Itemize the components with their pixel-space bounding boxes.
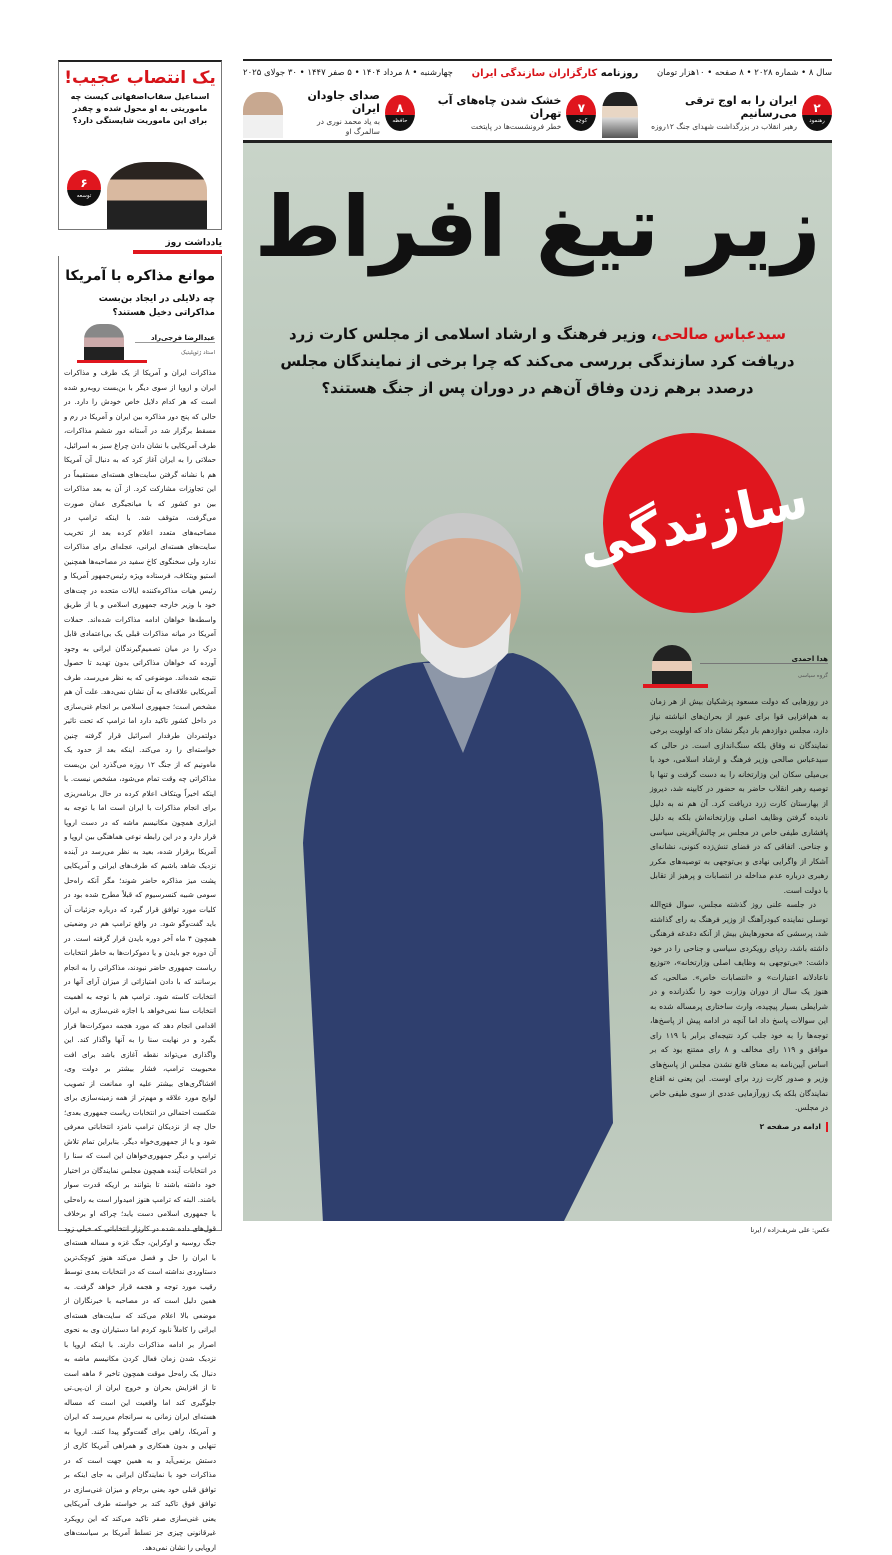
- editorial-subtitle: چه دلایلی در ایجاد بن‌بست مذاکراتی دخیل هستند؟: [98, 294, 215, 318]
- page-badge: ۸ حافظه: [385, 95, 415, 131]
- author-name: عبدالرضا فرجی‌راد: [151, 334, 215, 342]
- author-name: هدا احمدی: [791, 655, 828, 663]
- left-teaser-subtitle: اسماعیل سقاب‌اصفهانی کیست چه ماموریتی به او محول شده و چقدر برای این ماموریت شایستگی دارد؟: [70, 92, 210, 125]
- newspaper-brand: روزنامه کارگزاران سازندگی ایران: [471, 67, 639, 79]
- main-deck: سیدعباس صالحی، وزیر فرهنگ و ارشاد اسلامی از مجلس کارت زرد دریافت کرد سازندگی بررسی می‌کند که چرا برخی از نمایندگان مجلس درصدد برهم زدن وفاق آن‌هم در دوران پس از جنگ هستند؟: [280, 325, 795, 397]
- teaser-title: ایران را به اوج ترقی می‌رسانیم: [685, 94, 797, 120]
- teaser-title: صدای جاودان ایران: [307, 89, 380, 115]
- author-role: گروه سیاسی: [797, 673, 828, 679]
- author-role: استاد ژئوپلیتیک: [181, 350, 215, 356]
- portrait-photo: [107, 162, 207, 230]
- paragraph: در جلسه علنی روز گذشته مجلس، سوال فتح‌الله توسلی نماینده کبودرآهنگ از وزیر فرهنگ به رای گذاشته شد، پرسشی که محورهایش بیش از آنکه دغدغه فرهنگی داشته باشد، ردپای رویکردی سیاسی و جناحی را در خود داشت: «بی‌توجهی به وظایف اصلی وزارتخانه»، «توزیع ناعادلانه اعتبارات» و «انتصابات خاص». صالحی، که هنوز یک سال از دوران وزارت خود را نگذرانده و در شرایطی بسیار پیچیده، وارث ساختاری پرمساله شده به این سوالات پاسخ داد اما آنچه در ادامه پیش از پاسخ‌ها، توجه‌ها را به خود جلب کرد نتیجه‌ای برابر با ۱۱۹ رای موافق و ۱۱۹ رای مخالف و ۸ رای ممتنع بود که بر اساس آیین‌نامه به معنای قانع نشدن مجلس از پاسخ‌های وزیر و صدور کارت زرد برای اوست. این یعنی نه اقناع نمایندگان بلکه یک زورآزمایی عددی از سوی طیفی خاص در مجلس.: [650, 900, 828, 1112]
- author-photo: [652, 645, 692, 685]
- author-photo: [84, 324, 124, 362]
- left-teaser-title: یک انتصاب عجیب!: [64, 68, 216, 88]
- paragraph: در روزهایی که دولت مسعود پزشکیان بیش از هر زمان به هم‌افزایی قوا برای عبور از بحران‌های انباشته نیاز دارد، مجلس دوازدهم بار دیگر نشان داد که اولویت برخی نمایندگان نه وفاق بلکه سنگ‌اندازی است. در حالی که سیدعباس صالحی وزیر فرهنگ و ارشاد اسلامی، خود با بی‌میلی سکان این وزارتخانه را به دست گرفت و تنها با توصیه رهبر انقلاب حاضر به حضور در کابینه شد، دیروز از بهارستان کارت زرد دریافت کرد. آن هم نه به دلیل نادیده گرفتن وظایف اصلی وزارتخانه‌اش بلکه به دلیل پافشاری طیفی خاص در مجلس بر چالش‌آفرینی سیاسی و جناحی. اتفاقی که در فضای تنش‌زده کنونی، نشانه‌ای آشکار از واگرایی نهادی و بی‌توجهی به توصیه‌های مکرر رهبری درباره عدم مداخله در انتصابات و پرهیز از تقابل با دولت است.: [650, 697, 828, 895]
- divider: [77, 360, 147, 363]
- page-badge: ۷ کوچه: [566, 95, 596, 131]
- teaser-page-2[interactable]: [644, 94, 832, 132]
- divider: [643, 684, 708, 688]
- editorial-title: موانع مذاکره با آمریکا: [65, 268, 215, 284]
- issue-info: سال ۸ • شماره ۲۰۲۸ • ۸ صفحه • ۱۰هزار تومان: [656, 68, 832, 78]
- teaser-subtitle: خطر فرونشست‌ها در پایتخت: [471, 122, 562, 131]
- masthead: [243, 59, 832, 85]
- continued-link[interactable]: ادامه در صفحه ۲: [650, 1120, 828, 1135]
- page-badge: ۲ رهنمود: [802, 95, 832, 131]
- main-article-body: [650, 695, 828, 1134]
- sazandegi-logo: سازندگی: [586, 416, 799, 629]
- teaser-photo: [243, 92, 283, 138]
- issue-date: چهارشنبه • ۸ مرداد ۱۴۰۴ • ۵ صفر ۱۴۴۷ • ۳۰ جولای ۲۰۲۵: [243, 68, 453, 78]
- left-teaser-box[interactable]: [58, 60, 222, 230]
- teaser-strip: [243, 88, 832, 138]
- teaser-subtitle: به یاد محمد نوری در سالمرگ او: [317, 117, 380, 136]
- photo-caption: عکس: علی شریف‌زاده / ایرنا: [750, 1226, 830, 1234]
- column-heading: یادداشت روز: [165, 238, 222, 248]
- teaser-photo: [602, 92, 638, 138]
- teaser-title: خشک شدن چاه‌های آب تهران: [437, 94, 562, 120]
- page-badge: ۶ توسعه: [67, 170, 101, 206]
- teaser-page-7[interactable]: [421, 94, 596, 132]
- main-headline: زیر تیغ افراط: [254, 178, 821, 276]
- editorial-body: مذاکرات ایران و آمریکا از یک طرف و مذاکرات ایران و اروپا از سوی دیگر با بن‌بست روبه‌رو شده است که هر کدام دلایل خاص خودش را دارد. در حالی که پنج دور مذاکره بین ایران و آمریکا در رم و مسقط برگزار شد در آستانه دور ششم مذاکرات، طرف آمریکایی با نشان دادن چراغ سبز به اسرائیل، حملاتی را به ایران آغاز کرد که به دنبال آن آمریکا هم با نشانه گرفتن سایت‌های هسته‌ای مستقیماً در این تجاوزات مشارکت کرد. از آن به بعد مذاکرات بین دو کشور که با میانجیگری عمان صورت می‌گرفت، متوقف شد. با اینکه ترامپ در مصاحبه‌های متعدد اعلام کرده بعد از تخریب سایت‌های هسته‌ای ایرانی، عجله‌ای برای مذاکرات ندارد ولی سخنگوی کاخ سفید در مصاحبه‌ها همچنین استیو ویتکاف، فرستاده ویژه رئیس‌جمهور آمریکا و رئیس هیات مذاکره‌کننده ایالات متحده در چت‌های خود با وزیر خارجه جمهوری اسلامی و یا از طریق واسطه‌ها خواهان ادامه مذاکرات شده‌اند. حملات آمریکا در میانه مذاکرات قبلی یک بی‌اعتمادی قابل درک را در میان تصمیم‌گیرندگان ایرانی به وجود آورده که خواهان مذاکراتی بدون تهدید تا حصول نتیجه شده‌اند. موضوعی که به نظر می‌رسد، طرف آمریکایی علاقه‌ای به آن نشان نمی‌دهد. علت آن هم مشخص است؛ جمهوری اسلامی بر انجام غنی‌سازی در داخل کشور تاکید دارد اما ترامپ که تحت تاثیر دولتمردان طرفدار اسرائیل قرار گرفته چنین خواسته‌ای را رد می‌کند. اینکه بعد از حدود یک ماه‌ونیم که از جنگ ۱۲ روزه می‌گذرد این بن‌بست مذاکراتی چه وقت تمام می‌شود، مشخص نیست. با اینکه اخیراً ویتکاف اعلام کرده در حال برنامه‌ریزی برای انجام مذاکرات با ایران است اما با توجه به ابزاری همچون مکانیسم ماشه که در دست اروپا قرار دارد و در این رابطه نوعی هماهنگی بین اروپا و آمریکا برقرار شده، بعید به نظر می‌رسد در آینده نزدیک شاهد باشیم که طرف‌های ایرانی و آمریکایی پشت میز مذاکره حاضر شوند؛ مگر آنکه راه‌حل سومی شبیه کنسرسیوم که قبلاً مطرح شده بود در کلیات مورد توافق قرار گیرد که درباره جزئیات آن باید گفت‌وگو شود. در واقع ترامپ هم در وضعیتی همچون ۴ ماه آخر دوره بایدن قرار گرفته است. در آن دوره جو بایدن و یا دموکرات‌ها به خاطر انتخابات ریاست جمهوری حاضر نبودند، مذاکراتی را به انجام برسانند که با دادن امتیازاتی از میزان آرای آنها در انتخابات کاسته شود. ترامپ هم با توجه به اهمیت انتخابات سنا نمی‌خواهد با اجازه غنی‌سازی به ایران اقدامی انجام دهد که مورد هجمه دموکرات‌ها قرار بگیرد و در نهایت سنا را به آنها واگذار کند. این واگذاری می‌تواند نقطه آغازی باشد برای افت محبوبیت ترامپ، فشار بیشتر بر دولت وی، افشاگری‌های بیشتر علیه او، ممانعت از تصویب لوایح مورد علاقه و مهم‌تر از همه زمینه‌سازی برای شکست احتمالی در انتخابات ریاست جمهوری بعدی؛ حال چه از نزدیکان ترامپ نامزد انتخاباتی معرفی شود و یا از جمهوری‌خواه دیگر. بنابراین تمام تلاش ترامپ و دیگر جمهوری‌خواهان این است که سنا را در انتخابات آینده همچون مجلس نمایندگان در اختیار خود داشته باشند تا بتوانند بر اریکه قدرت سوار باشند. البته که ترامپ هنوز امیدوار است به راه‌حلی با جمهوری اسلامی دست یابد؛ چراکه او برخلاف قول‌های داده شده در کارزار انتخاباتی که خیلی زود جنگ روسیه و اوکراین، جنگ غزه و مساله هسته‌ای با ایران را حل و فصل می‌کند هنوز کوچک‌ترین دستاوردی نداشته است که در انتخابات بعدی توسط رقیب مورد توجه و هجمه قرار خواهد گرفت. به همین دلیل است که در مصاحبه با خبرنگاران از موضعی بالا اعلام می‌کند که سایت‌های هسته‌ای ایرانی را کاملاً نابود کردم اما دستیاران وی به نحوی اصرار بر ادامه مذاکرات دارند. با اینکه اروپا با نزدیک شدن زمان فعال کردن مکانیسم ماشه به دنبال یک راه‌حل موقت همچون تاخیر ۶ ماهه است تا از افزایش بحران و خروج ایران از ان.پی.تی جلوگیری کند اما واقعیت این است که مساله هسته‌ای ایران زمانی به سرانجام می‌رسد که ایران و آمریکا، راهی برای گفت‌وگو پیدا کنند. اروپا به تنهایی و بدون همکاری و همراهی آمریکا کاری از دستش برنمی‌آید و به همین جهت است که در مذاکرات خود با نمایندگان ایرانی به جای اینکه بر توافق قبلی خود یعنی برجام و میزان غنی‌سازی در توافق فوق تاکید کند بر خواسته طرف آمریکایی یعنی غنی‌سازی صفر تاکید می‌کند که این رویکرد غیرقانونی چیزی جز تسلط آمریکا بر سیاست‌های اروپایی را نشان نمی‌دهد.: [64, 368, 216, 1552]
- divider: [133, 250, 222, 254]
- teaser-subtitle: رهبر انقلاب در بزرگداشت شهدای جنگ ۱۲روزه: [651, 122, 797, 131]
- teaser-page-8[interactable]: [289, 89, 415, 137]
- editorial-column: [58, 256, 222, 1552]
